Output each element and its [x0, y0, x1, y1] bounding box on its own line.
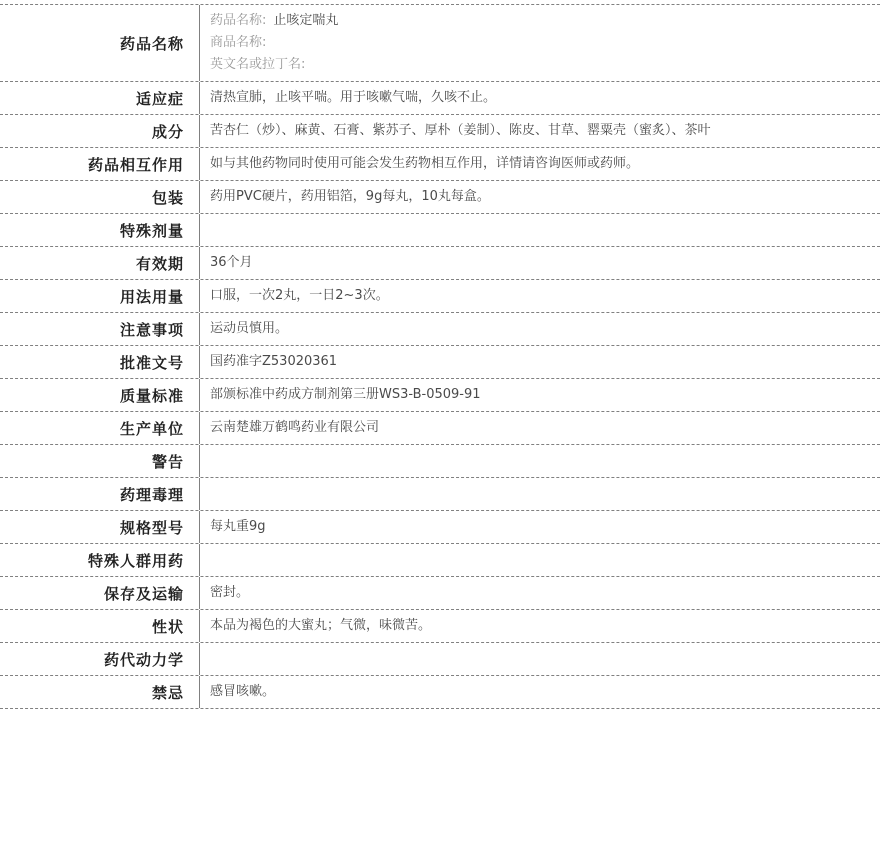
row-label: 成分	[0, 115, 200, 147]
table-row	[0, 544, 880, 577]
value-text: 国药准字Z53020361	[210, 354, 338, 369]
row-label: 有效期	[0, 247, 200, 279]
table-row	[0, 445, 880, 478]
value-text: 感冒咳嗽。	[210, 684, 276, 699]
table-row	[0, 313, 880, 346]
table-row	[0, 511, 880, 544]
row-label: 批准文号	[0, 346, 200, 378]
value-text: 药用PVC硬片，药用铝箔，9g每丸，10丸每盒。	[210, 189, 490, 204]
value-line	[210, 351, 870, 373]
row-label: 性状	[0, 610, 200, 642]
row-value	[200, 676, 880, 708]
value-line	[210, 32, 870, 54]
value-line	[210, 87, 870, 109]
row-value	[200, 643, 880, 675]
row-value	[200, 412, 880, 444]
table-row	[0, 346, 880, 379]
row-value	[200, 115, 880, 147]
table-row	[0, 148, 880, 181]
value-text: 如与其他药物同时使用可能会发生药物相互作用，详情请咨询医师或药师。	[210, 156, 640, 171]
table-row	[0, 214, 880, 247]
value-text: 密封。	[210, 585, 250, 600]
row-value	[200, 214, 880, 246]
table-row	[0, 610, 880, 643]
row-value	[200, 379, 880, 411]
row-label: 适应症	[0, 82, 200, 114]
value-text: 云南楚雄万鹤鸣药业有限公司	[210, 420, 380, 435]
row-label: 注意事项	[0, 313, 200, 345]
row-label: 特殊人群用药	[0, 544, 200, 576]
row-value	[200, 610, 880, 642]
row-value	[200, 313, 880, 345]
table-row	[0, 82, 880, 115]
value-line	[210, 252, 870, 274]
value-line	[210, 615, 870, 637]
row-value	[200, 181, 880, 213]
value-text-muted: 商品名称:	[210, 35, 267, 50]
row-label: 特殊剂量	[0, 214, 200, 246]
value-text: 运动员慎用。	[210, 321, 289, 336]
table-row	[0, 379, 880, 412]
value-line	[210, 186, 870, 208]
value-line	[210, 582, 870, 604]
value-text: 部颁标准中药成方制剂第三册WS3-B-0509-91	[210, 387, 481, 402]
value-text-muted: 英文名或拉丁名:	[210, 57, 306, 72]
table-row	[0, 5, 880, 82]
value-line	[210, 120, 870, 142]
row-label: 禁忌	[0, 676, 200, 708]
row-label: 质量标准	[0, 379, 200, 411]
value-text: 每丸重9g	[210, 519, 266, 534]
value-line	[210, 681, 870, 703]
row-label: 规格型号	[0, 511, 200, 543]
row-value	[200, 577, 880, 609]
table-row	[0, 676, 880, 709]
row-label: 警告	[0, 445, 200, 477]
value-text: 苦杏仁（炒）、麻黄、石膏、紫苏子、厚朴（姜制）、陈皮、甘草、罂粟壳（蜜炙）、茶叶	[210, 123, 711, 138]
value-line	[210, 417, 870, 439]
row-label: 药品相互作用	[0, 148, 200, 180]
drug-info-table	[0, 4, 880, 709]
value-line	[210, 384, 870, 406]
table-row	[0, 181, 880, 214]
row-label: 药理毒理	[0, 478, 200, 510]
value-line	[210, 153, 870, 175]
row-value	[200, 478, 880, 510]
row-value	[200, 511, 880, 543]
row-label: 生产单位	[0, 412, 200, 444]
value-line	[210, 318, 870, 340]
table-row	[0, 478, 880, 511]
table-row	[0, 577, 880, 610]
table-row	[0, 115, 880, 148]
value-text: 清热宣肺，止咳平喘。用于咳嗽气喘，久咳不止。	[210, 90, 497, 105]
row-label: 包装	[0, 181, 200, 213]
row-value	[200, 544, 880, 576]
table-row	[0, 280, 880, 313]
table-row	[0, 643, 880, 676]
row-value	[200, 346, 880, 378]
value-line	[210, 54, 870, 76]
row-label: 药代动力学	[0, 643, 200, 675]
value-text: 36个月	[210, 255, 253, 270]
row-label: 用法用量	[0, 280, 200, 312]
row-label: 药品名称	[0, 5, 200, 81]
value-text-muted: 药品名称:	[210, 13, 267, 28]
value-text: 止咳定喘丸	[273, 13, 339, 28]
row-label: 保存及运输	[0, 577, 200, 609]
value-line	[210, 516, 870, 538]
value-text: 本品为褐色的大蜜丸；气微，味微苦。	[210, 618, 432, 633]
table-row	[0, 247, 880, 280]
row-value	[200, 148, 880, 180]
table-row	[0, 412, 880, 445]
row-value	[200, 280, 880, 312]
row-value	[200, 82, 880, 114]
value-text: 口服，一次2丸，一日2~3次。	[210, 288, 389, 303]
row-value	[200, 445, 880, 477]
row-value	[200, 5, 880, 81]
value-line	[210, 10, 870, 32]
value-line	[210, 285, 870, 307]
row-value	[200, 247, 880, 279]
